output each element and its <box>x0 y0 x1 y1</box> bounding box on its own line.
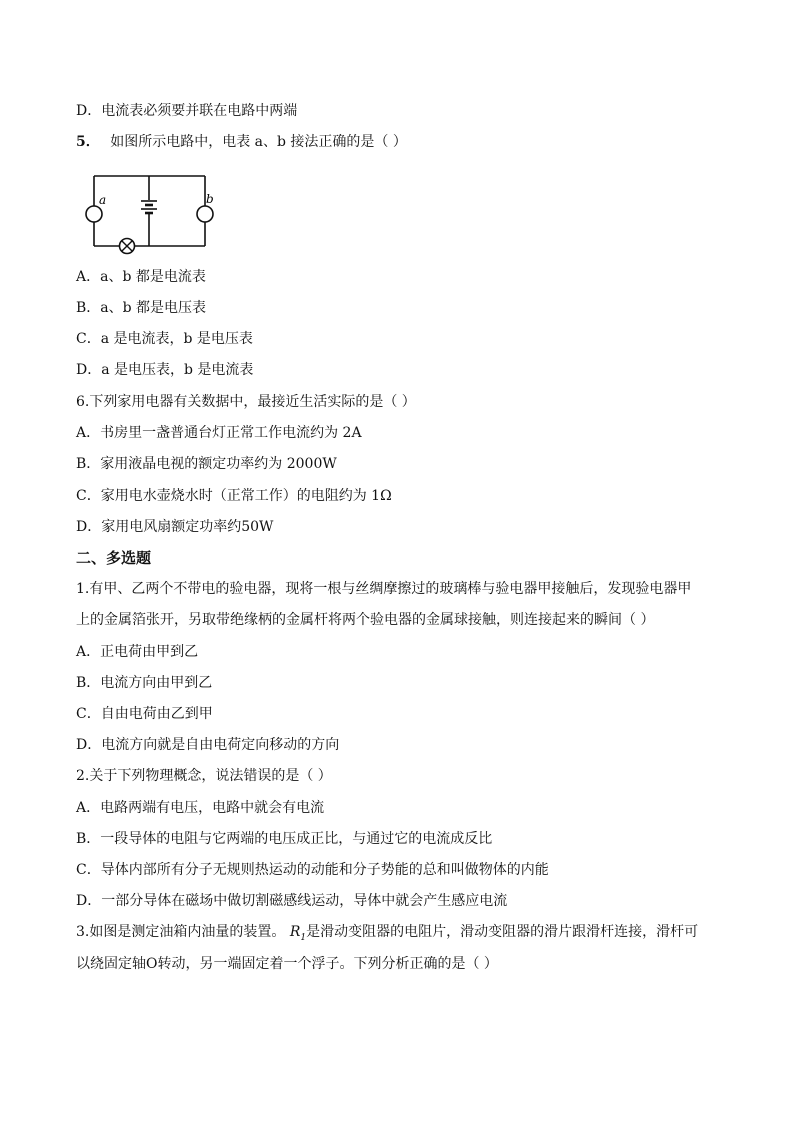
question-5-text: 如图所示电路中，电表 a、b 接法正确的是（ ） <box>110 134 407 150</box>
question-4-option-d: D．电流表必须要并联在电路中两端 <box>76 103 298 119</box>
question-6-option-c: C．家用电水壶烧水时（正常工作）的电阻约为 1Ω <box>76 488 392 504</box>
question-5-number: 5． <box>76 134 100 150</box>
multi-question-2-option-a: A．电路两端有电压，电路中就会有电流 <box>76 800 325 816</box>
question-6-stem: 6.下列家用电器有关数据中，最接近生活实际的是（ ） <box>76 394 416 410</box>
multi-question-2-stem: 2.关于下列物理概念，说法错误的是（ ） <box>76 768 332 784</box>
multi-question-1-option-d: D．电流方向就是自由电荷定向移动的方向 <box>76 737 340 753</box>
battery-symbol <box>141 201 157 213</box>
question-5-option-d: D．a 是电压表，b 是电流表 <box>76 362 254 378</box>
meter-a-symbol <box>86 206 102 222</box>
question-5-stem <box>76 132 407 152</box>
section-title-multiple-choice: 二、多选题 <box>76 549 152 567</box>
question-6-option-d: D．家用电风扇额定功率约50W <box>76 519 274 535</box>
question-5-option-a: A．a、b 都是电流表 <box>76 269 206 285</box>
question-5-option-c: C．a 是电流表，b 是电压表 <box>76 331 253 347</box>
multi-question-1-option-b: B．电流方向由甲到乙 <box>76 675 213 691</box>
circuit-diagram <box>80 170 220 256</box>
multi-question-3-stem-part-2: 是滑动变阻器的电阻片，滑动变阻器的滑片跟滑杆连接，滑杆可 <box>306 924 699 940</box>
multi-question-3-stem-line-1 <box>76 922 698 948</box>
multi-question-1-option-a: A．正电荷由甲到乙 <box>76 644 199 660</box>
meter-b-symbol <box>197 206 213 222</box>
lamp-symbol <box>120 239 135 254</box>
multi-question-1-option-c: C．自由电荷由乙到甲 <box>76 706 213 722</box>
question-5-option-b: B．a、b 都是电压表 <box>76 300 207 316</box>
multi-question-1-stem-line-2: 上的金属箔张开，另取带绝缘柄的金属杆将两个验电器的金属球接触，则连接起来的瞬间（ ） <box>76 612 655 628</box>
meter-b-label: b <box>206 192 214 206</box>
multi-question-2-option-d: D．一部分导体在磁场中做切割磁感线运动，导体中就会产生感应电流 <box>76 893 508 909</box>
multi-question-2-option-b: B．一段导体的电阻与它两端的电压成正比，与通过它的电流成反比 <box>76 831 493 847</box>
question-6-option-b: B．家用液晶电视的额定功率约为 2000W <box>76 456 337 472</box>
multi-question-3-stem-part-1: 3.如图是测定油箱内油量的装置。 <box>76 924 286 940</box>
multi-question-2-option-c: C．导体内部所有分子无规则热运动的动能和分子势能的总和叫做物体的内能 <box>76 862 549 878</box>
meter-a-label: a <box>99 193 107 207</box>
question-6-option-a: A．书房里一盏普通台灯正常工作电流约为 2A <box>76 425 362 441</box>
r1-symbol: $R_1$ <box>289 924 307 943</box>
multi-question-3-stem-line-2: 以绕固定轴O转动，另一端固定着一个浮子。下列分析正确的是（ ） <box>76 956 498 972</box>
multi-question-1-stem-line-1: 1.有甲、乙两个不带电的验电器，现将一根与丝绸摩擦过的玻璃棒与验电器甲接触后，发现验电器甲 <box>76 581 692 597</box>
